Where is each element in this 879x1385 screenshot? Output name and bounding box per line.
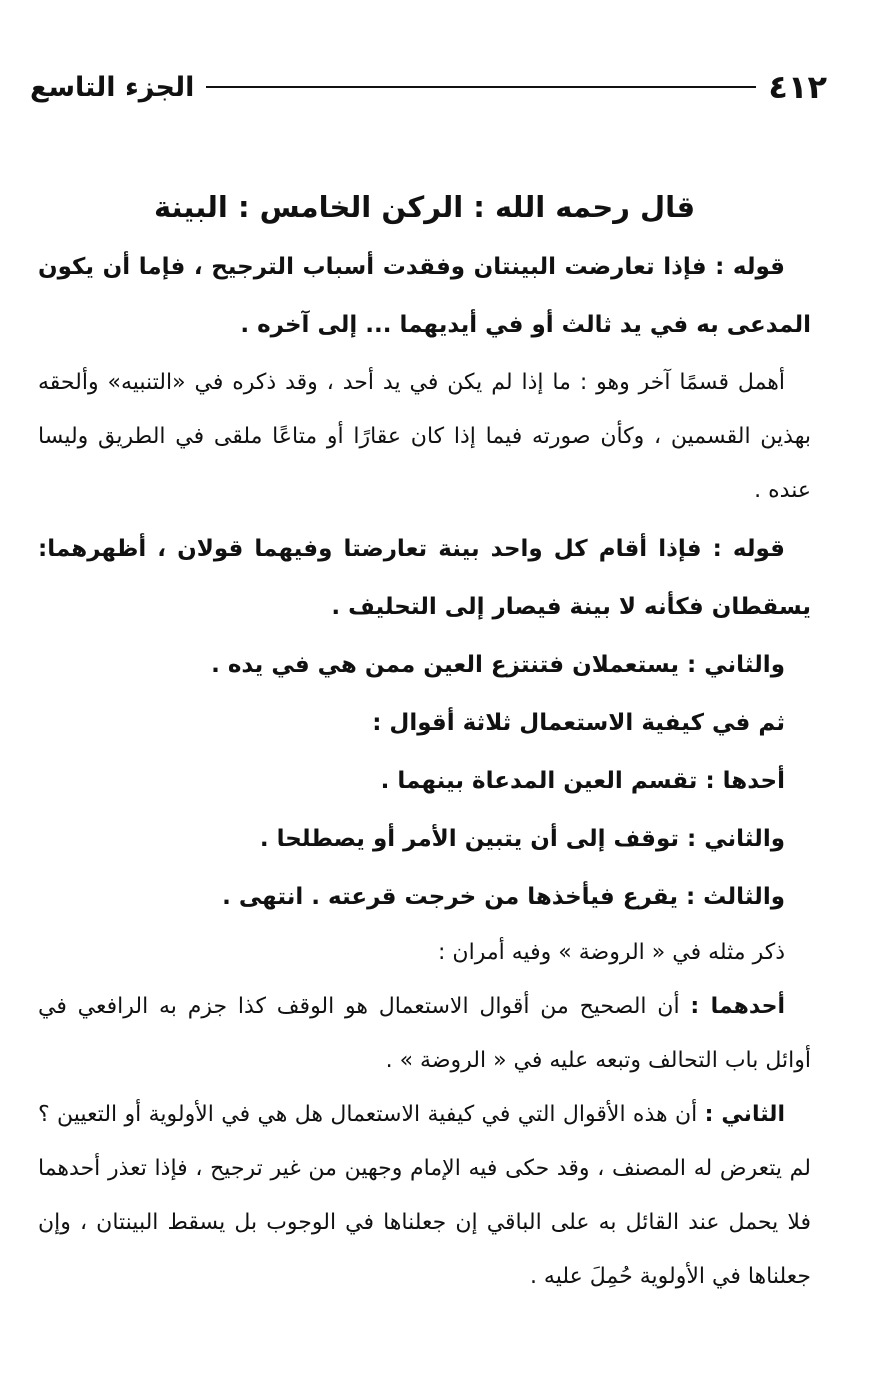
paragraph: والثاني : توقف إلى أن يتبين الأمر أو يصطلحا . xyxy=(259,826,785,852)
header-rule xyxy=(206,86,756,88)
paragraph: أهمل قسمًا آخر وهو : ما إذا لم يكن في يد أحد ، وقد ذكره في «التنبيه» وألحقه بهذين القسمين ، وكأن صورته فيما إذا كان عقارًا أو متاعًا ملقى في الطريق وليسا عنده . xyxy=(38,370,811,503)
paragraph-text: أن الصحيح من أقوال الاستعمال هو الوقف كذا جزم به الرافعي في أوائل باب التحالف وتبعه عليه في « الروضة » . xyxy=(38,994,811,1073)
paragraph: والثاني : يستعملان فتنتزع العين ممن هي في يده . xyxy=(211,652,785,678)
paragraph: ثم في كيفية الاستعمال ثلاثة أقوال : xyxy=(372,710,785,736)
section-heading: قال رحمه الله : الركن الخامس : البينة xyxy=(153,190,696,224)
paragraph-lead: الثاني : xyxy=(704,1102,785,1127)
paragraph xyxy=(38,1088,811,1304)
paragraph: قوله : فإذا أقام كل واحد بينة تعارضتا وفيهما قولان ، أظهرهما: يسقطان فكأنه لا بينة فيصار إلى التحليف . xyxy=(38,536,811,620)
running-title: الجزء التاسع xyxy=(30,71,195,103)
paragraph: والثالث : يقرع فيأخذها من خرجت قرعته . انتهى . xyxy=(222,884,785,910)
paragraph-text: أن هذه الأقوال التي في كيفية الاستعمال هل هي في الأولوية أو التعيين ؟ لم يتعرض له المصنف ، وقد حكى فيه الإمام وجهين من غير ترجيح ، فإذا تعذر أحدهما فلا يحمل عند القائل به على الباقي إن جعلناها في الوجوب بل يسقط البينتان ، وإن جعلناها في الأولوية حُمِلَ عليه . xyxy=(38,1102,811,1289)
page-header xyxy=(30,62,827,112)
page-body xyxy=(38,178,811,1304)
paragraph-lead: أحدهما : xyxy=(690,994,786,1019)
paragraph: قوله : فإذا تعارضت البينتان وفقدت أسباب الترجيح ، فإما أن يكون المدعى به في يد ثالث أو في أيديهما ... إلى آخره . xyxy=(38,254,811,338)
paragraph: ذكر مثله في « الروضة » وفيه أمران : xyxy=(438,940,785,965)
paragraph xyxy=(38,980,811,1088)
page-number: ٤١٢ xyxy=(768,68,827,106)
paragraph: أحدها : تقسم العين المدعاة بينهما . xyxy=(380,768,785,794)
